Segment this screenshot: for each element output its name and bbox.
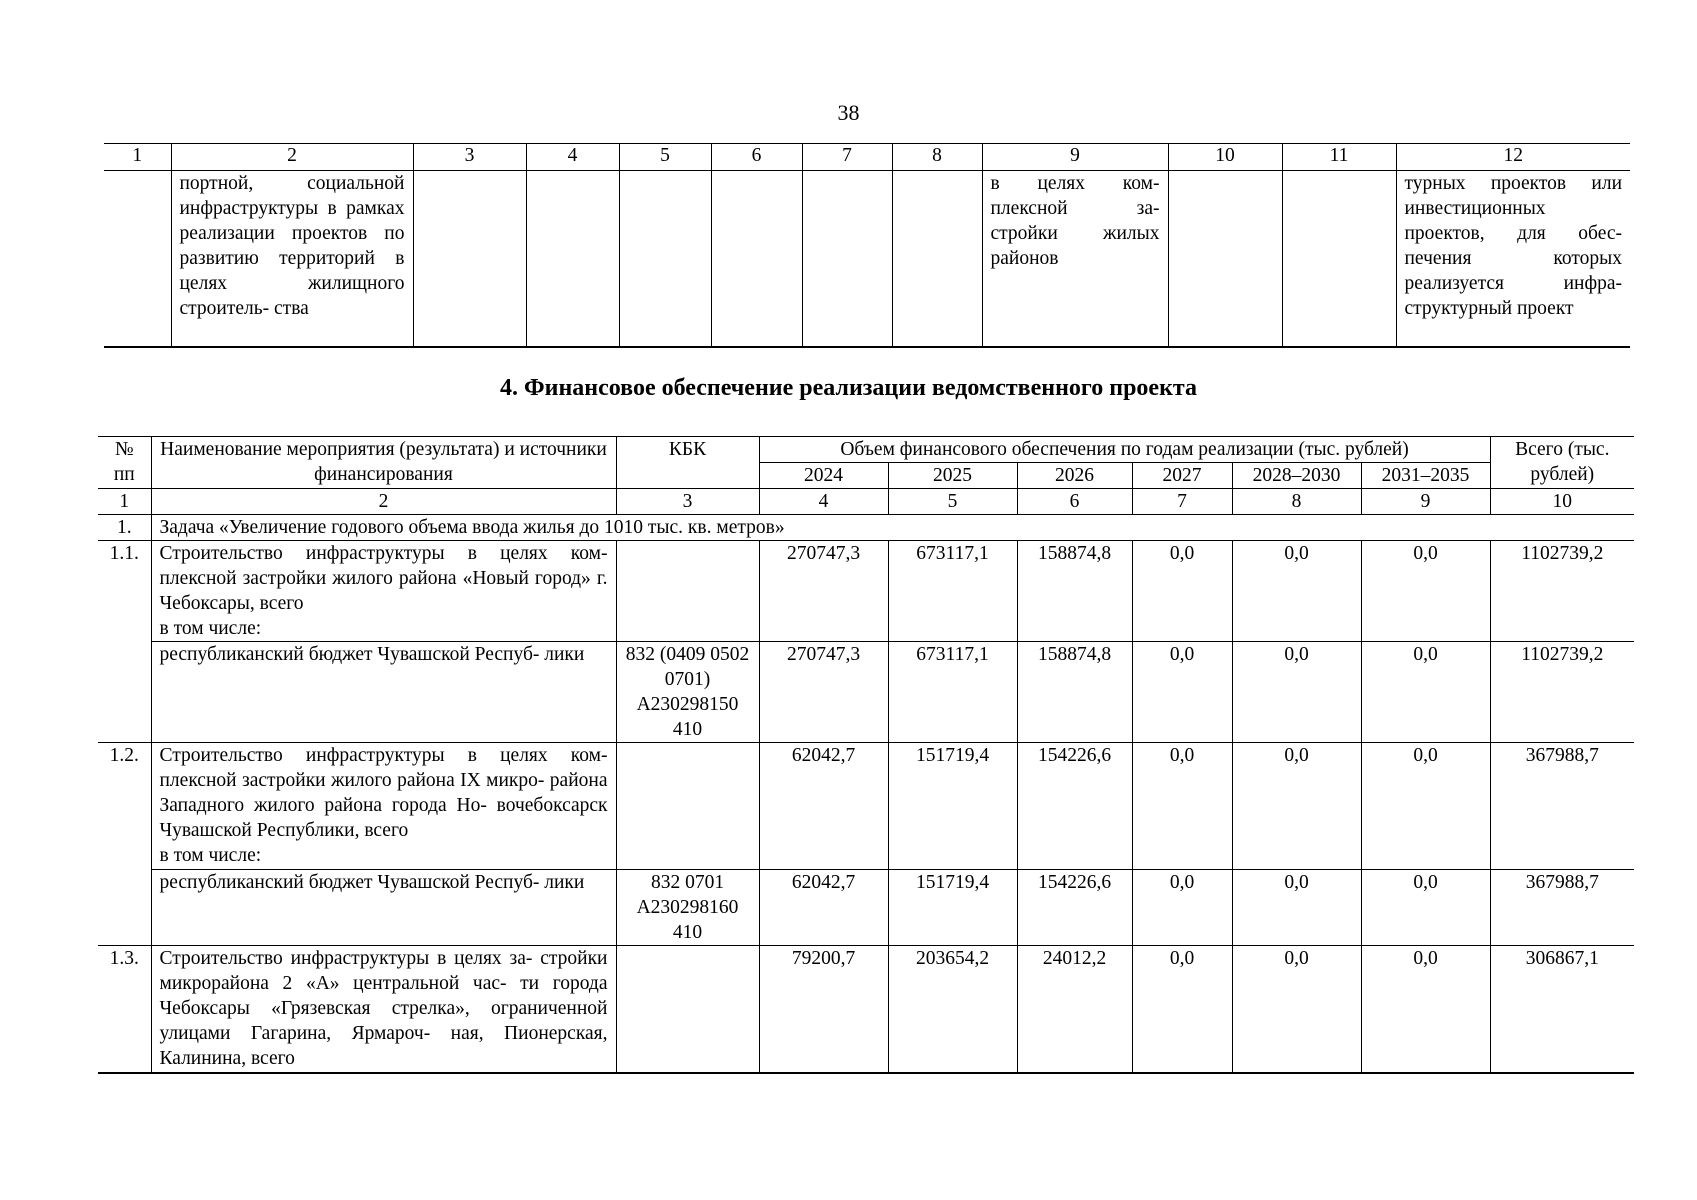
col-number: 10 [1490,489,1634,515]
row-number: 1.3. [98,946,151,1073]
total-cell: 306867,1 [1490,946,1634,1073]
value-cell: 158874,8 [1017,642,1132,743]
value-cell: 0,0 [1132,870,1232,946]
value-cell: 0,0 [1132,541,1232,642]
value-cell: 0,0 [1232,743,1361,870]
value-cell: 0,0 [1361,743,1490,870]
value-cell: 0,0 [1232,946,1361,1073]
year-header: 2024 [759,463,888,489]
task-row [98,515,1634,541]
financing-table [98,436,1634,1074]
value-cell: 203654,2 [888,946,1017,1073]
col-number: 11 [1282,144,1396,171]
task-text: Задача «Увеличение годового объема ввода жилья до 1010 тыс. кв. метров» [151,515,1634,541]
value-cell: 62042,7 [759,870,888,946]
value-cell: 0,0 [1361,541,1490,642]
col-number: 9 [1361,489,1490,515]
event-name-text: Строительство инфраструктуры в целях ком- плексной застройки жилого района IX микро- района Западного жилого района города Но- вочебоксарск Чувашской Республики, всего [159,745,608,841]
col-number: 7 [802,144,892,171]
total-cell: 367988,7 [1490,743,1634,870]
cell [104,171,171,348]
value-cell: 158874,8 [1017,541,1132,642]
col-number: 4 [759,489,888,515]
event-name [151,743,616,870]
cell [802,171,892,348]
value-cell: 0,0 [1132,946,1232,1073]
value-cell: 270747,3 [759,541,888,642]
kbk-cell [616,541,759,642]
header-volume: Объем финансового обеспечения по годам реализации (тыс. рублей) [759,437,1490,463]
value-cell: 0,0 [1132,743,1232,870]
continued-table [104,143,1630,348]
section-title: 4. Финансовое обеспечение реализации ведомственного проекта [500,375,1197,401]
kbk-cell: 832 0701 А230298160 410 [616,870,759,946]
col-number: 5 [619,144,711,171]
kbk-cell [616,946,759,1073]
value-cell: 154226,6 [1017,743,1132,870]
event-name [151,541,616,642]
column-number-row [98,489,1634,515]
value-cell: 0,0 [1361,946,1490,1073]
col-number: 6 [711,144,802,171]
value-cell: 0,0 [1361,870,1490,946]
cell [619,171,711,348]
header-row [98,437,1634,463]
col-number: 8 [1232,489,1361,515]
header-name: Наименование мероприятия (результата) и источники финансирования [151,437,616,489]
event-name-text: Строительство инфраструктуры в целях ком- плексной застройки жилого района «Новый город» г. Чебоксары, всего [159,543,608,614]
kbk-cell [616,743,759,870]
col-number: 9 [982,144,1168,171]
column-number-row [104,144,1630,171]
value-cell: 151719,4 [888,870,1017,946]
funding-source: республиканский бюджет Чувашской Респуб- лики [151,870,616,946]
value-cell: 0,0 [1232,642,1361,743]
value-cell: 0,0 [1361,642,1490,743]
col-number: 5 [888,489,1017,515]
header-total: Всего (тыс. рублей) [1490,437,1634,489]
col-number: 3 [616,489,759,515]
year-header: 2025 [888,463,1017,489]
purpose-text: в целях ком- плексной за- стройки жилых районов [982,171,1168,348]
value-cell: 62042,7 [759,743,888,870]
col-number: 7 [1132,489,1232,515]
value-cell: 0,0 [1232,541,1361,642]
table-row [98,743,1634,870]
col-number: 10 [1168,144,1282,171]
row-number: 1.2. [98,743,151,946]
value-cell: 24012,2 [1017,946,1132,1073]
value-cell: 673117,1 [888,541,1017,642]
cell [1168,171,1282,348]
value-cell: 79200,7 [759,946,888,1073]
year-header: 2027 [1132,463,1232,489]
kbk-cell: 832 (0409 0502 0701) А230298150 410 [616,642,759,743]
value-cell: 0,0 [1232,870,1361,946]
cell [413,171,526,348]
col-number: 1 [104,144,171,171]
infrastructure-description: портной, социальной инфраструктуры в рамках реализации проектов по развитию территорий в целях жилищного строитель- ства [171,171,413,348]
value-cell: 270747,3 [759,642,888,743]
event-subtext: в том числе: [159,845,262,866]
cell [526,171,619,348]
continued-row [104,171,1630,348]
event-subtext: в том числе: [159,618,262,639]
cell [892,171,982,348]
col-number: 2 [151,489,616,515]
col-number: 8 [892,144,982,171]
header-number: № пп [98,437,151,489]
year-header: 2026 [1017,463,1132,489]
value-cell: 673117,1 [888,642,1017,743]
value-cell: 0,0 [1132,642,1232,743]
col-number: 1 [98,489,151,515]
cell [711,171,802,348]
table-row [98,946,1634,1073]
year-header: 2031–2035 [1361,463,1490,489]
value-cell: 154226,6 [1017,870,1132,946]
col-number: 2 [171,144,413,171]
col-number: 12 [1396,144,1630,171]
row-number: 1.1. [98,541,151,743]
total-cell: 1102739,2 [1490,541,1634,642]
table-row [98,642,1634,743]
table-row [98,870,1634,946]
table-row [98,541,1634,642]
funding-source: республиканский бюджет Чувашской Респуб- лики [151,642,616,743]
cell [1282,171,1396,348]
col-number: 4 [526,144,619,171]
total-cell: 367988,7 [1490,870,1634,946]
project-text: турных проектов или инвестиционных проектов, для обес- печения которых реализуется инфра- структурный проект [1396,171,1630,348]
col-number: 6 [1017,489,1132,515]
year-header: 2028–2030 [1232,463,1361,489]
header-kbk: КБК [616,437,759,489]
task-number: 1. [98,515,151,541]
value-cell: 151719,4 [888,743,1017,870]
event-name-text: Строительство инфраструктуры в целях за- стройки микрорайона 2 «А» центральной час- ти города Чебоксары «Грязевская стрелка», ограниченной улицами Гагарина, Ярмароч- ная, Пионерская, Калинина, всего [151,946,616,1073]
col-number: 3 [413,144,526,171]
page-number: 38 [837,100,860,125]
total-cell: 1102739,2 [1490,642,1634,743]
